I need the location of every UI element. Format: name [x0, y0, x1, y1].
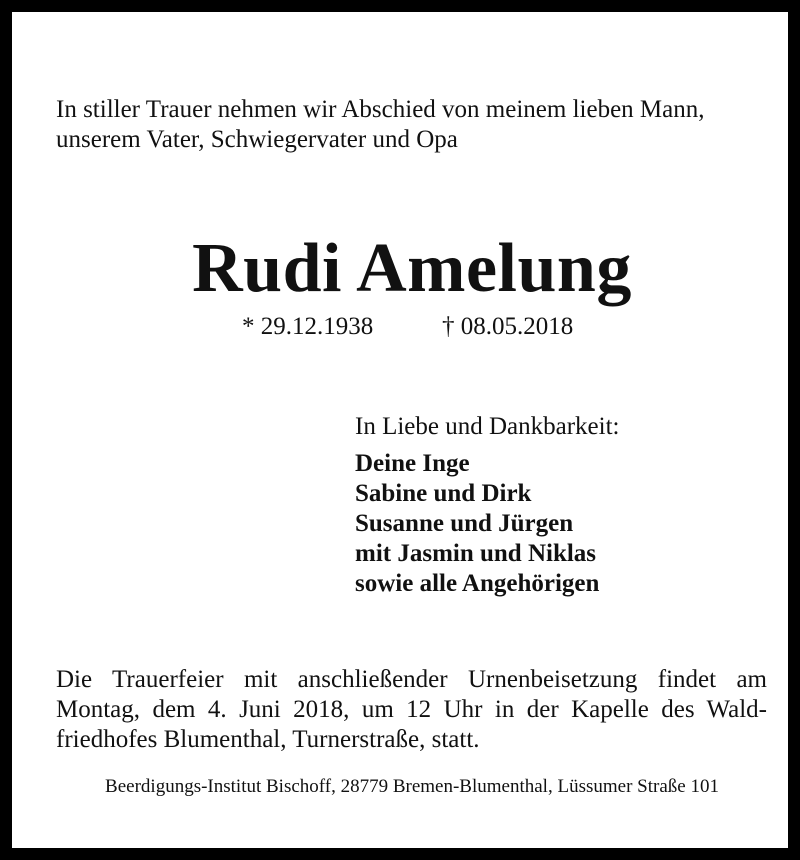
mourners-heading: In Liebe und Dankbarkeit: — [355, 413, 620, 440]
intro-line-2: unserem Vater, Schwiegervater und Opa — [56, 126, 458, 153]
funeral-home-info: Beerdigungs-Institut Bischoff, 28779 Bremen-Blumenthal, Lüssumer Straße 101 — [105, 776, 719, 797]
birth-date: * 29.12.1938 — [242, 313, 374, 340]
deceased-name: Rudi Amelung — [192, 230, 632, 307]
death-date: † 08.05.2018 — [442, 313, 574, 340]
mourner-name: sowie alle Angehörigen — [355, 570, 600, 597]
ceremony-line-3: friedhofes Blumenthal, Turnerstraße, statt. — [56, 726, 480, 753]
mourner-name: Sabine und Dirk — [355, 480, 532, 507]
ceremony-line-1: Die Trauerfeier mit anschließender Urnenbeisetzung findet am — [56, 666, 767, 693]
mourner-name: Deine Inge — [355, 450, 470, 477]
mourner-name: Susanne und Jürgen — [355, 510, 574, 537]
ceremony-line-2: Montag, dem 4. Juni 2018, um 12 Uhr in der Kapelle des Wald- — [56, 696, 767, 723]
intro-line-1: In stiller Trauer nehmen wir Abschied von meinem lieben Mann, — [56, 96, 705, 123]
mourner-name: mit Jasmin und Niklas — [355, 540, 597, 567]
